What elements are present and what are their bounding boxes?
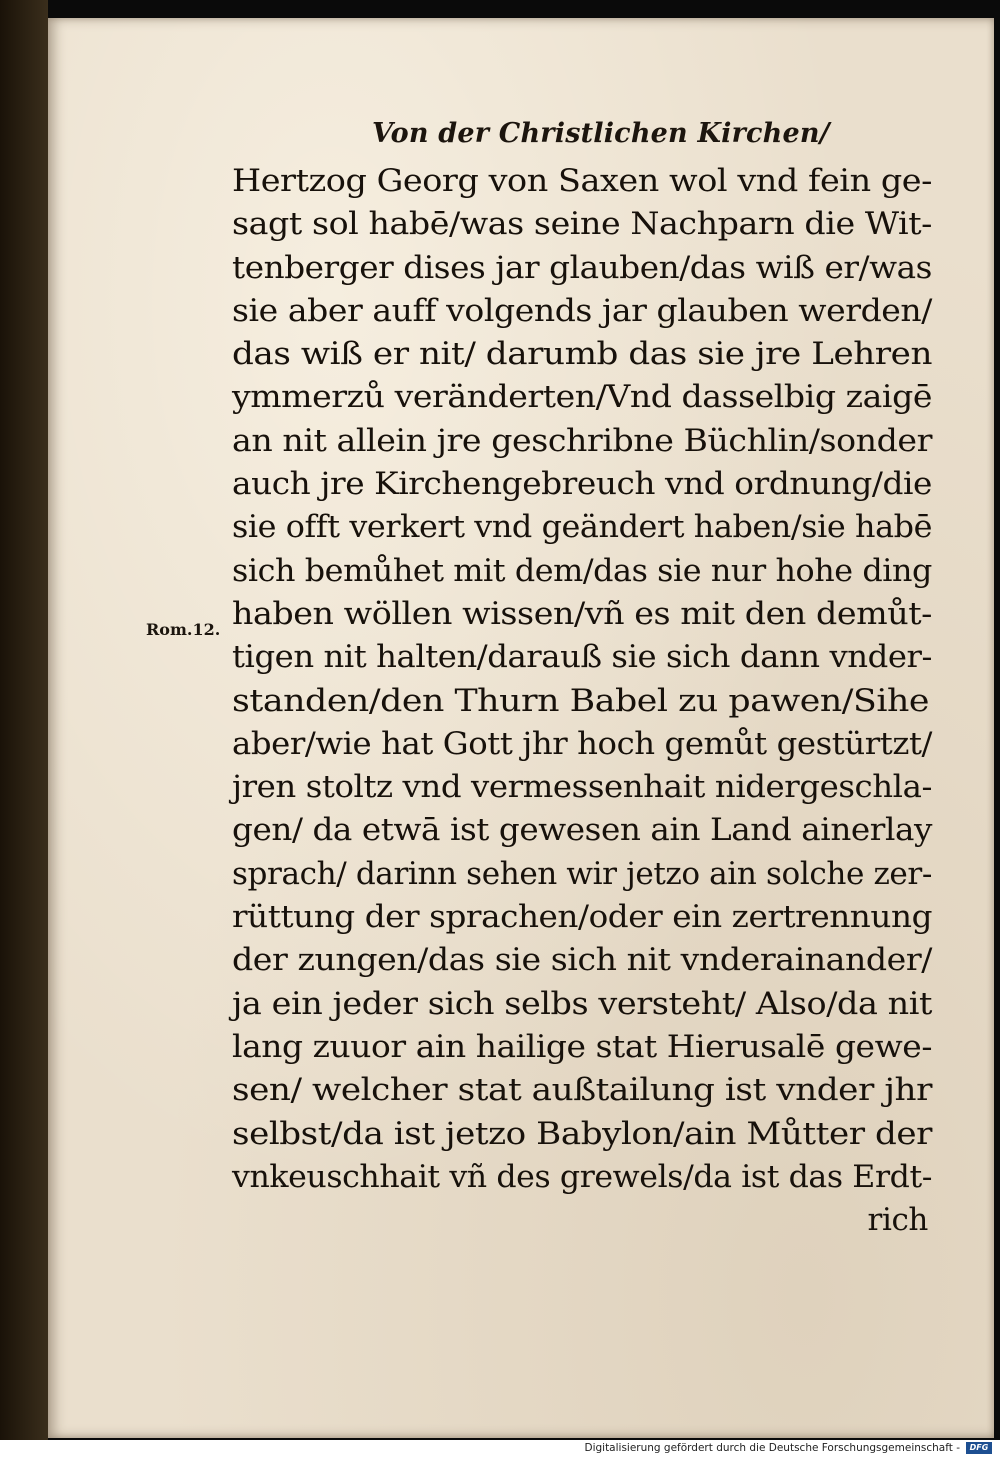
text-line: ja ein jeder sich selbs versteht/ Also/da nit (232, 985, 932, 1022)
text-line: Hertzog Georg von Saxen wol vnd fein ge- (232, 163, 933, 199)
text-line: vnkeuschhait vñ des grewels/da ist das Erdt- (232, 1158, 933, 1195)
text-line: tigen nit halten/darauß sie sich dann vnder- (232, 639, 932, 676)
text-line: das wiß er nit/ darumb das sie jre Lehren (232, 336, 933, 373)
text-line: rüttung der sprachen/oder ein zertrennung (232, 899, 933, 936)
catchword: rich (867, 1202, 928, 1239)
text-block (232, 160, 932, 1242)
text-line: auch jre Kirchengebreuch vnd ordnung/die (232, 466, 932, 503)
text-line: selbst/da ist jetzo Babylon/ain Můtter der (232, 1115, 933, 1152)
marginal-note: Rom.12. (146, 620, 221, 639)
text-line: haben wöllen wissen/vñ es mit den demůt- (232, 595, 932, 632)
text-line: sprach/ darinn sehen wir jetzo ain solche zer- (232, 855, 932, 892)
text-line: sie offt verkert vnd geändert haben/sie habē (232, 509, 933, 546)
text-line: sen/ welcher stat außtailung ist vnder jhr (232, 1072, 932, 1109)
text-line: tenberger dises jar glauben/das wiß er/was (232, 249, 932, 286)
text-line: an nit allein jre geschribne Büchlin/sonder (232, 422, 933, 459)
text-line: jren stoltz vnd vermessenhait nidergeschla- (232, 769, 933, 806)
text-line: standen/den Thurn Babel zu pawen/Sihe (232, 682, 930, 719)
text-line: aber/wie hat Gott jhr hoch gemůt gestürtzt/ (232, 725, 933, 762)
text-line: der zungen/das sie sich nit vnderainander/ (232, 942, 932, 979)
text-line: gen/ da etwā ist gewesen ain Land ainerlay (232, 812, 933, 849)
funding-credit: Digitalisierung gefördert durch die Deutsche Forschungsgemeinschaft - (584, 1442, 960, 1454)
dfg-logo-icon: DFG (966, 1442, 992, 1454)
running-head: Von der Christlichen Kirchen/ (372, 118, 830, 149)
text-line: sagt sol habē/was seine Nachparn die Wit- (232, 206, 932, 243)
text-line: sich bemůhet mit dem/das sie nur hohe ding (232, 552, 932, 589)
text-line: lang zuuor ain hailige stat Hierusalē gewe- (232, 1028, 933, 1065)
text-line: sie aber auff volgends jar glauben werden/ (232, 292, 932, 329)
book-leaf-edge (0, 0, 48, 1440)
text-line: ymmerzů veränderten/Vnd dasselbig zaigē (232, 379, 932, 416)
